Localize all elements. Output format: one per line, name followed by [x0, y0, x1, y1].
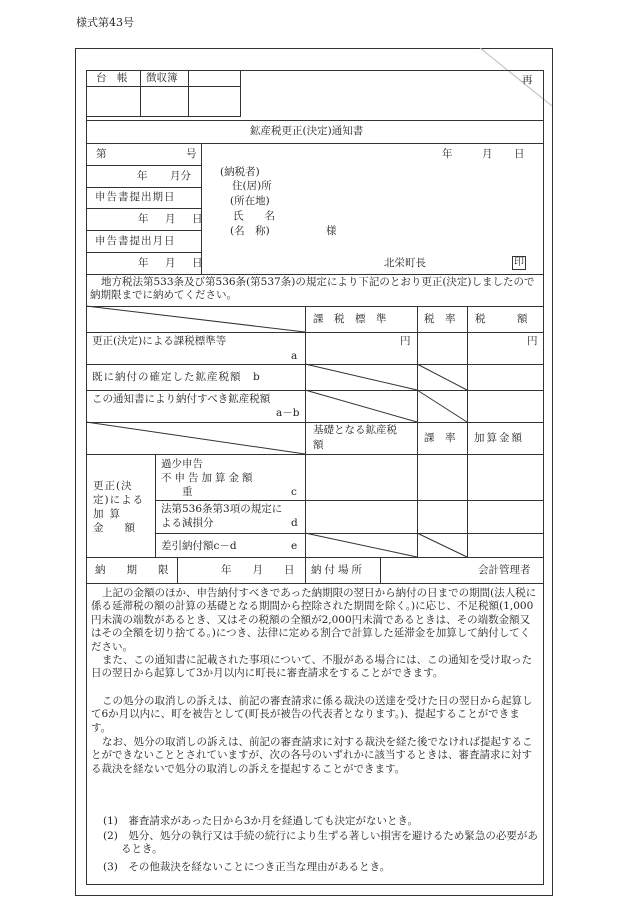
- row-e-tag: e: [291, 540, 298, 552]
- paragraph-lawsuit: この処分の取消しの訴えは、前記の審査請求に係る裁決の送達を受けた日の翌日から起算して6か月以内に、町を被告として(町長が被告の代表者となります。)、提起することができます。: [91, 695, 533, 734]
- levy-rate-header: 課 率: [424, 432, 456, 444]
- number-suffix: 号: [186, 148, 197, 160]
- month-portion-label: 月分: [170, 170, 191, 182]
- group-label-1: 更正(決: [93, 480, 133, 492]
- under-report-label: 過少申告: [161, 458, 203, 470]
- payment-place-label: 納付場所: [311, 564, 365, 576]
- header-diagonal-2: [86, 422, 306, 454]
- non-report-label: 不申告加算金額: [161, 472, 256, 484]
- form-title: 鉱産税更正(決定)通知書: [250, 125, 364, 137]
- item-3: (3) その他裁決を経ないことにつき正当な理由があるとき。: [103, 861, 391, 873]
- accountant-label: 会計管理者: [478, 564, 531, 576]
- paragraph-exception: なお、処分の取消しの訴えは、前記の審査請求に対する裁決を経た後でなければ提起することができないこととされていますが、次の各号のいずれかに該当するときは、審査請求に対する裁決を経ないで処分の取消しの訴えを提起することができます。: [91, 736, 533, 775]
- seal-mark: 印: [514, 257, 524, 268]
- date-month: 月: [482, 148, 493, 160]
- address-label: 住(居)所: [232, 180, 272, 192]
- row2-diagonal-base: [305, 364, 418, 390]
- row3-diagonal-base: [305, 390, 418, 422]
- net-payment-label: 差引納付額c－d: [161, 540, 237, 552]
- row-revised-base: 更正(決定)による課税標準等: [92, 335, 227, 347]
- row-revised-base-tag: a: [291, 350, 298, 362]
- group-label-4: 金 額: [93, 522, 135, 534]
- date-year: 年: [442, 148, 453, 160]
- year-label: 年: [137, 170, 148, 182]
- row-e-diagonal-base: [305, 533, 418, 557]
- tax-base-header: 課 税 標 準: [313, 313, 387, 325]
- number-label: 第: [96, 148, 107, 160]
- row2-diagonal-rate: [417, 364, 468, 390]
- row3-diagonal-rate: [417, 390, 468, 422]
- notice-text: 地方税法第533条及び第536条(第537条)の規定により下記のとおり更正(決定)しましたので納期限までに納めてください。: [90, 276, 535, 302]
- additional-amount-header: 加算金額: [474, 432, 524, 444]
- entity-name-label: (名 称): [230, 225, 270, 237]
- honorific: 様: [326, 225, 337, 237]
- paragraph-late-fee: 上記の金額のほか、申告納付すべきであった納期限の翌日から納付の日までの期間(法人税に係る延滞税の額の計算の基礎となる期間から控除された期間を除く。)に応じ、不足税額(1,000円未満の端数があるとき、又はその税額の全額が2,000円未満であるときは、その端数金額又はその全額を切り捨てる。)につき、法律に定める割合で計算した延滞金を加算して納付してください。: [91, 587, 537, 653]
- filing-date-label: 申告書提出月日: [95, 235, 176, 247]
- location-label: (所在地): [230, 195, 270, 207]
- paragraph-appeal: また、この通知書に記載された事項について、不服がある場合には、この通知を受け取った日の翌日から起算して3か月以内に町長に審査請求をすることができます。: [91, 654, 533, 680]
- base-tax-header-1: 基礎となる鉱産税: [313, 424, 397, 436]
- filing-deadline-label: 申告書提出期日: [95, 191, 176, 203]
- taxpayer-label: (納税者): [220, 166, 260, 178]
- ledger-label: 台 帳: [96, 72, 128, 84]
- row-c-tag: c: [291, 486, 297, 498]
- header-diagonal-1: [86, 306, 306, 332]
- date-day: 日: [514, 148, 525, 160]
- row-confirmed-tax: 既に納付の確定した鉱産税額 b: [92, 371, 261, 383]
- tax-rate-header: 税 率: [424, 313, 456, 325]
- loss-label: よる減損分: [161, 517, 214, 529]
- item-2: (2) 処分、処分の執行又は手続の続行により生ずる著しい損害を避けるため緊急の必要があるとき。: [103, 830, 538, 856]
- ymd-2: 年 月 日: [138, 257, 206, 269]
- row-d-tag: d: [291, 517, 298, 529]
- row-e-diagonal-rate: [417, 533, 468, 557]
- form-number: 様式第43号: [76, 16, 134, 29]
- row-payable-tax: この通知書により納付すべき鉱産税額: [92, 393, 271, 405]
- row-payable-tag: a－b: [276, 407, 300, 419]
- name-label: 氏 名: [233, 210, 275, 222]
- yen-unit-1: 円: [400, 335, 411, 347]
- group-label-2: 定)による: [93, 494, 145, 506]
- tax-amount-header: 税 額: [475, 313, 528, 325]
- ymd-1: 年 月 日: [138, 213, 206, 225]
- item-1: (1) 審査請求があった日から3か月を経過しても決定がないとき。: [103, 815, 419, 827]
- mayor-label: 北栄町長: [384, 257, 426, 269]
- payment-deadline-ymd: 年 月 日: [221, 564, 295, 576]
- yen-unit-2: 円: [527, 335, 538, 347]
- collection-label: 徴収簿: [146, 72, 178, 84]
- article-536-label: 法第536条第3項の規定に: [161, 503, 283, 515]
- re-mark: 再: [522, 74, 533, 86]
- group-label-3: 加算: [93, 508, 126, 520]
- payment-deadline-label: 納 期 限: [95, 564, 169, 576]
- base-tax-header-2: 額: [313, 439, 324, 451]
- heavy-label: 重: [182, 486, 193, 498]
